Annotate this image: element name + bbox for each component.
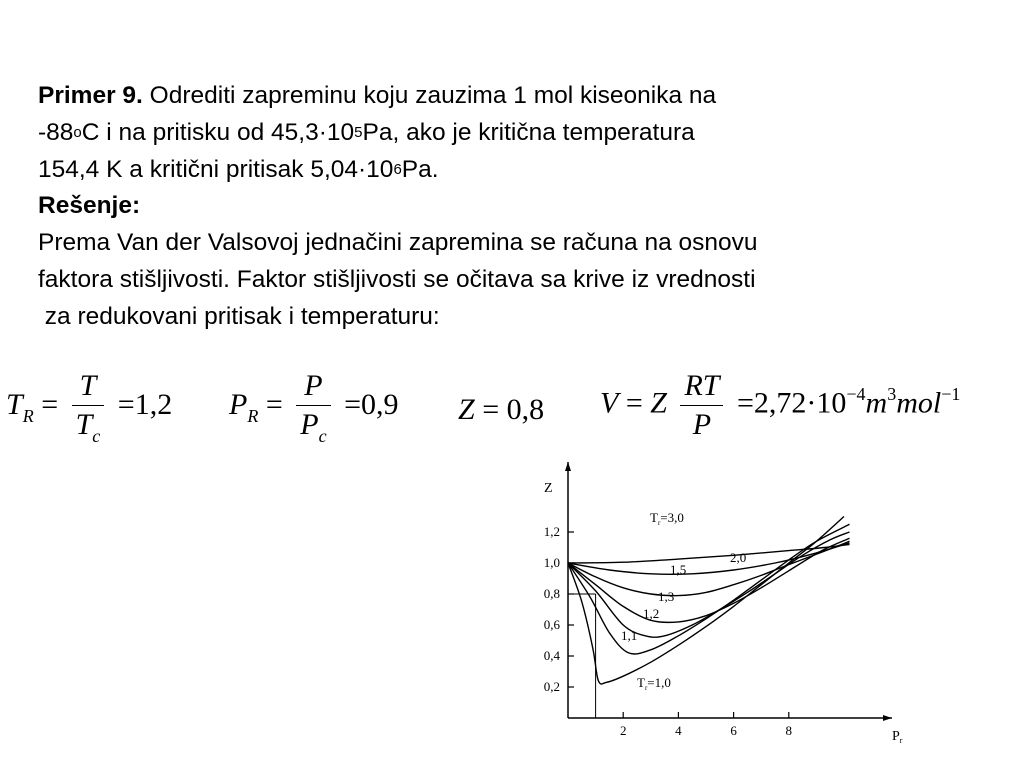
formula-v-denominator: P	[692, 408, 712, 441]
series-label: 1,1	[621, 628, 638, 643]
y-tick-label: 1,0	[543, 555, 560, 570]
formula-pr-den-main: P	[300, 408, 319, 441]
y-tick-label: 1,2	[543, 524, 560, 539]
formula-pr-value: 0,9	[361, 387, 399, 421]
x-tick-label: 2	[619, 723, 627, 738]
y-axis-label: Z	[544, 481, 553, 496]
solution-line-2: faktora stišljivosti. Faktor stišljivosti se očitava sa krive iz vrednosti	[38, 265, 756, 293]
series-label	[637, 675, 671, 692]
formula-v-unit1-exp: 3	[887, 384, 897, 405]
chart-curves	[568, 517, 850, 719]
formula-v-dot: ·	[806, 386, 817, 420]
y-tick-label: 0,2	[543, 679, 560, 694]
problem-line-2-a: -88	[38, 118, 74, 146]
formula-tr-denominator	[72, 406, 105, 447]
formula-v-fraction	[680, 367, 723, 444]
degree-sup: o	[73, 123, 82, 141]
solution-line-3: za redukovani pritisak i temperaturu:	[38, 302, 440, 330]
formula-v-unit2: mol	[896, 386, 942, 420]
series-label	[650, 510, 684, 527]
problem-line-1	[38, 78, 998, 115]
formula-v-eq1: =	[625, 386, 643, 420]
formula-v	[600, 367, 960, 444]
formula-pr-eq1: =	[265, 387, 283, 421]
chart-ticks	[544, 524, 792, 738]
text-block	[38, 78, 998, 336]
formula-pr-lhs: P	[229, 387, 248, 421]
solution-heading: Rešenje:	[38, 192, 141, 220]
formula-tr-lhs-sub: R	[22, 405, 34, 426]
formula-v-mantissa: 2,72	[753, 386, 807, 420]
isotherm-curve	[568, 517, 844, 685]
problem-line-2-c: Pa, ako je kritična temperatura	[362, 118, 695, 146]
compressibility-chart	[520, 450, 920, 750]
solution-line-1: Prema Van der Valsovoj jednačini zapremina se računa na osnovu	[38, 229, 758, 257]
exponent-sup: 6	[393, 160, 402, 178]
series-label-value: =3,0	[660, 510, 684, 525]
series-label: 1,5	[670, 562, 687, 577]
formula-pr-lhs-sub: R	[247, 405, 259, 426]
problem-line-2-b: C i na pritisku od 45,3·10	[81, 118, 355, 146]
formula-pr-denominator	[296, 406, 330, 447]
problem-line-2	[38, 115, 998, 152]
formula-z-lhs: Z	[458, 393, 475, 426]
formula-v-eq2: =	[736, 386, 754, 420]
formula-pr-fraction	[296, 367, 330, 447]
formula-v-factor: Z	[650, 386, 667, 420]
series-label: 1,3	[658, 589, 675, 604]
isotherm-curve	[568, 524, 850, 654]
formula-tr	[6, 367, 172, 447]
formula-tr-den-sub: c	[92, 426, 101, 446]
formula-tr-den-main: T	[75, 408, 93, 441]
series-label-sub: r	[644, 684, 648, 692]
series-label: 1,2	[643, 606, 660, 621]
formula-pr	[229, 367, 399, 447]
series-label-sub: r	[657, 519, 661, 527]
formula-z	[458, 393, 544, 427]
problem-line-3-a: 154,4 K a kritični pritisak 5,04·10	[38, 155, 394, 183]
chart-axes	[565, 462, 892, 721]
formula-tr-numerator: T	[72, 367, 105, 406]
formula-v-unit1: m	[865, 386, 888, 420]
series-label: 2,0	[730, 550, 747, 565]
y-axis-arrow-icon	[565, 462, 571, 471]
exponent-sup: 5	[354, 123, 363, 141]
formula-v-numerator: RT	[680, 367, 723, 406]
formula-v-base: 10	[816, 386, 847, 420]
problem-line-3-b: Pa.	[401, 155, 439, 183]
formula-v-exponent: −4	[846, 384, 866, 405]
formula-z-eq: =	[482, 393, 500, 426]
x-axis-label: $P_r$	[892, 729, 903, 745]
problem-line-3	[38, 152, 998, 189]
formula-z-value: 0,8	[506, 393, 545, 426]
x-tick-label: 8	[785, 723, 793, 738]
formula-pr-eq2: =	[344, 387, 361, 421]
formula-tr-lhs: T	[6, 387, 23, 421]
x-tick-label: 6	[730, 723, 737, 738]
x-axis-arrow-icon	[883, 715, 892, 721]
formula-v-unit2-exp: −1	[941, 384, 961, 405]
x-tick-label: 4	[675, 723, 682, 738]
formula-tr-value: 1,2	[134, 387, 173, 421]
formula-tr-eq2: =	[117, 387, 135, 421]
problem-line-1-text: Odrediti zapreminu koju zauzima 1 mol kiseonika na	[142, 82, 717, 109]
series-label-main: T	[650, 510, 658, 525]
formula-pr-den-sub: c	[318, 426, 327, 446]
formula-tr-fraction	[72, 367, 105, 447]
formula-v-lhs: V	[600, 386, 619, 420]
formula-pr-numerator: P	[296, 367, 330, 406]
series-label-main: T	[637, 675, 645, 690]
y-tick-label: 0,6	[543, 617, 560, 632]
series-label-value: =1,0	[647, 675, 671, 690]
problem-label: Primer 9.	[38, 82, 143, 109]
y-tick-label: 0,4	[543, 648, 560, 663]
y-tick-label: 0,8	[543, 586, 560, 601]
formula-tr-eq1: =	[41, 387, 59, 421]
x-axis-label-sub: r	[899, 736, 903, 745]
